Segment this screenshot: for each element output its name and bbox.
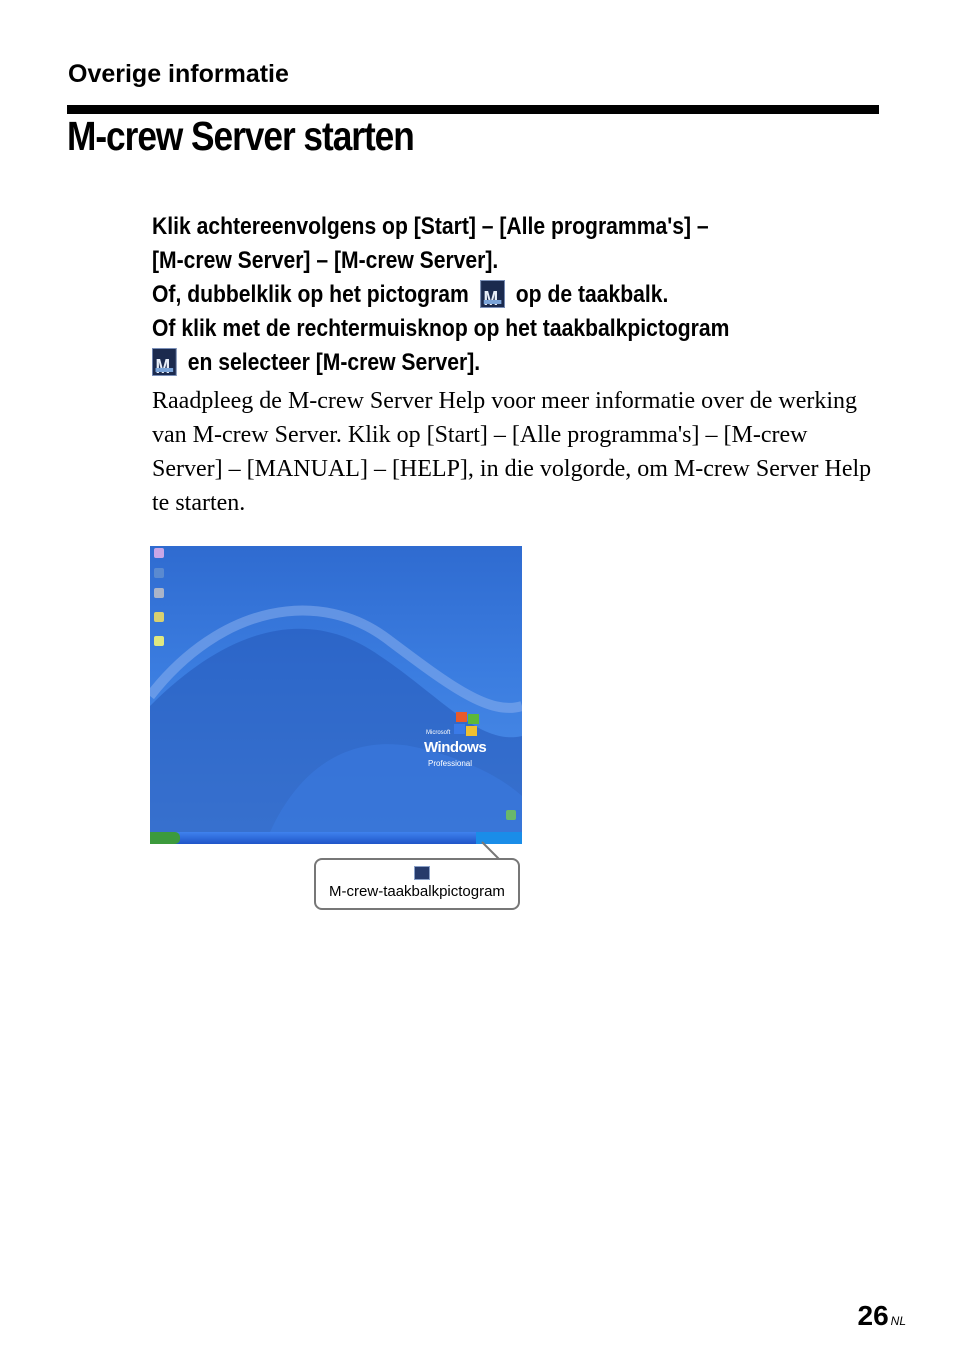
section-label: Overige informatie	[68, 60, 289, 88]
windows-edition: Professional	[428, 759, 473, 768]
page-title: M-crew Server starten	[67, 113, 414, 159]
callout-label: M-crew-taakbalkpictogram	[329, 883, 505, 900]
page-number	[858, 1300, 907, 1332]
page-number-value: 26	[857, 1300, 889, 1331]
instruction-line: [M-crew Server] – [M-crew Server].	[152, 247, 499, 274]
instruction-block	[152, 210, 838, 380]
instruction-text: en selecteer [M-crew Server].	[187, 349, 481, 376]
instruction-line: Of klik met de rechtermuisknop op het taakbalkpictogram	[152, 315, 730, 342]
instruction-line	[152, 346, 838, 380]
mcrew-taskbar-icon	[414, 866, 430, 880]
instruction-line	[152, 278, 838, 312]
mcrew-taskbar-icon	[152, 348, 177, 376]
language-code: NL	[890, 1314, 906, 1328]
instruction-line: Klik achtereenvolgens op [Start] – [Alle programma's] –	[152, 213, 709, 240]
windows-brand-small: Microsoft	[426, 730, 451, 736]
desktop-screenshot	[150, 546, 522, 918]
windows-brand: Windows	[424, 739, 487, 756]
help-paragraph: Raadpleeg de M-crew Server Help voor meer informatie over de werking van M-crew Server. Klik op [Start] – [Alle programma's] – [M-crew Server] – [MANUAL] – [HELP], in die volgorde, om M-crew Server Help te starten.	[152, 388, 872, 516]
mcrew-icon	[480, 280, 505, 308]
instruction-text: op de taakbalk.	[515, 281, 669, 308]
taskbar-icon-callout	[314, 858, 520, 910]
instruction-text: Of, dubbelklik op het pictogram	[152, 281, 469, 308]
